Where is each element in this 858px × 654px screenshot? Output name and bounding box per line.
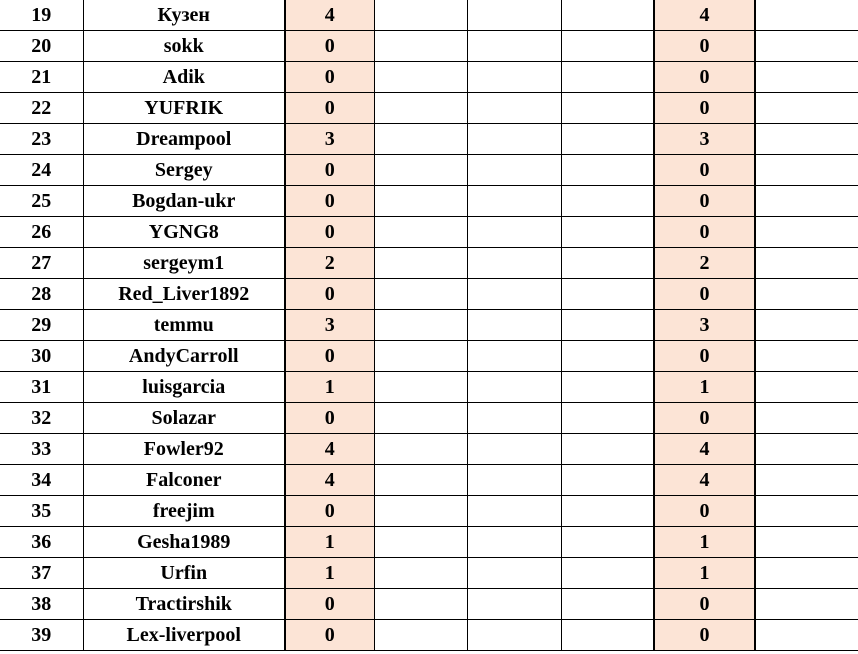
empty-cell[interactable]	[467, 434, 561, 465]
empty-cell[interactable]	[755, 434, 858, 465]
empty-cell[interactable]	[467, 124, 561, 155]
score-cell[interactable]: 0	[285, 403, 374, 434]
table-row	[0, 0, 858, 31]
table-row	[0, 527, 858, 558]
empty-cell[interactable]	[561, 558, 654, 589]
empty-cell[interactable]	[467, 527, 561, 558]
empty-cell[interactable]	[467, 558, 561, 589]
empty-cell[interactable]	[467, 279, 561, 310]
empty-cell[interactable]	[561, 186, 654, 217]
empty-cell[interactable]	[561, 248, 654, 279]
row-number-cell[interactable]: 22	[0, 93, 83, 124]
player-name-cell[interactable]: Fowler92	[83, 434, 285, 465]
row-number-cell[interactable]: 23	[0, 124, 83, 155]
empty-cell[interactable]	[374, 248, 467, 279]
score-cell[interactable]: 0	[285, 93, 374, 124]
empty-cell[interactable]	[374, 558, 467, 589]
table-row	[0, 248, 858, 279]
empty-cell[interactable]	[374, 341, 467, 372]
score-cell[interactable]: 4	[285, 465, 374, 496]
total-cell[interactable]: 4	[654, 434, 755, 465]
empty-cell[interactable]	[374, 155, 467, 186]
row-number-cell[interactable]: 24	[0, 155, 83, 186]
score-cell[interactable]: 1	[285, 558, 374, 589]
total-cell[interactable]: 3	[654, 310, 755, 341]
score-cell[interactable]: 0	[285, 589, 374, 620]
total-cell[interactable]: 0	[654, 341, 755, 372]
total-cell[interactable]: 0	[654, 496, 755, 527]
score-cell[interactable]: 2	[285, 248, 374, 279]
table-row	[0, 620, 858, 651]
empty-cell[interactable]	[755, 558, 858, 589]
table-row	[0, 93, 858, 124]
row-number-cell[interactable]: 32	[0, 403, 83, 434]
row-number-cell[interactable]: 28	[0, 279, 83, 310]
empty-cell[interactable]	[755, 620, 858, 651]
player-name-cell[interactable]: freejim	[83, 496, 285, 527]
table-row	[0, 310, 858, 341]
empty-cell[interactable]	[755, 279, 858, 310]
player-name-cell[interactable]: YUFRIK	[83, 93, 285, 124]
empty-cell[interactable]	[374, 620, 467, 651]
score-cell[interactable]: 0	[285, 496, 374, 527]
empty-cell[interactable]	[467, 310, 561, 341]
score-cell[interactable]: 0	[285, 186, 374, 217]
row-number-cell[interactable]: 19	[0, 0, 83, 31]
score-cell[interactable]: 3	[285, 124, 374, 155]
empty-cell[interactable]	[467, 217, 561, 248]
empty-cell[interactable]	[467, 248, 561, 279]
player-name-cell[interactable]: Кузен	[83, 0, 285, 31]
player-name-cell[interactable]: luisgarcia	[83, 372, 285, 403]
score-cell[interactable]: 0	[285, 31, 374, 62]
empty-cell[interactable]	[755, 0, 858, 31]
score-cell[interactable]: 1	[285, 527, 374, 558]
player-name-cell[interactable]: Red_Liver1892	[83, 279, 285, 310]
empty-cell[interactable]	[561, 527, 654, 558]
empty-cell[interactable]	[755, 31, 858, 62]
total-cell[interactable]: 1	[654, 372, 755, 403]
table-row	[0, 186, 858, 217]
total-cell[interactable]: 0	[654, 589, 755, 620]
score-cell[interactable]: 0	[285, 155, 374, 186]
player-name-cell[interactable]: Gesha1989	[83, 527, 285, 558]
empty-cell[interactable]	[561, 279, 654, 310]
player-name-cell[interactable]: sergeym1	[83, 248, 285, 279]
player-name-cell[interactable]: Tractirshik	[83, 589, 285, 620]
empty-cell[interactable]	[561, 589, 654, 620]
empty-cell[interactable]	[467, 465, 561, 496]
player-name-cell[interactable]: Lex-liverpool	[83, 620, 285, 651]
empty-cell[interactable]	[467, 93, 561, 124]
empty-cell[interactable]	[561, 155, 654, 186]
total-cell[interactable]: 0	[654, 620, 755, 651]
empty-cell[interactable]	[467, 620, 561, 651]
empty-cell[interactable]	[561, 620, 654, 651]
empty-cell[interactable]	[755, 217, 858, 248]
total-cell[interactable]: 4	[654, 0, 755, 31]
empty-cell[interactable]	[755, 372, 858, 403]
empty-cell[interactable]	[467, 155, 561, 186]
empty-cell[interactable]	[374, 310, 467, 341]
empty-cell[interactable]	[374, 589, 467, 620]
empty-cell[interactable]	[561, 372, 654, 403]
row-number-cell[interactable]: 29	[0, 310, 83, 341]
table-row	[0, 31, 858, 62]
empty-cell[interactable]	[467, 31, 561, 62]
empty-cell[interactable]	[561, 465, 654, 496]
empty-cell[interactable]	[467, 62, 561, 93]
empty-cell[interactable]	[755, 403, 858, 434]
total-cell[interactable]: 0	[654, 93, 755, 124]
empty-cell[interactable]	[561, 124, 654, 155]
row-number-cell[interactable]: 35	[0, 496, 83, 527]
player-name-cell[interactable]: Dreampool	[83, 124, 285, 155]
score-cell[interactable]: 1	[285, 372, 374, 403]
empty-cell[interactable]	[561, 0, 654, 31]
row-number-cell[interactable]: 38	[0, 589, 83, 620]
row-number-cell[interactable]: 25	[0, 186, 83, 217]
table-row	[0, 155, 858, 186]
total-cell[interactable]: 0	[654, 62, 755, 93]
row-number-cell[interactable]: 21	[0, 62, 83, 93]
row-number-cell[interactable]: 26	[0, 217, 83, 248]
total-cell[interactable]: 3	[654, 124, 755, 155]
empty-cell[interactable]	[561, 217, 654, 248]
score-cell[interactable]: 4	[285, 434, 374, 465]
empty-cell[interactable]	[374, 527, 467, 558]
empty-cell[interactable]	[755, 186, 858, 217]
player-name-cell[interactable]: Urfin	[83, 558, 285, 589]
empty-cell[interactable]	[374, 62, 467, 93]
total-cell[interactable]: 1	[654, 558, 755, 589]
player-name-cell[interactable]: YGNG8	[83, 217, 285, 248]
empty-cell[interactable]	[755, 341, 858, 372]
table-row	[0, 434, 858, 465]
table-row	[0, 124, 858, 155]
empty-cell[interactable]	[755, 310, 858, 341]
row-number-cell[interactable]: 34	[0, 465, 83, 496]
empty-cell[interactable]	[467, 589, 561, 620]
empty-cell[interactable]	[374, 31, 467, 62]
player-name-cell[interactable]: Sergey	[83, 155, 285, 186]
player-name-cell[interactable]: Bogdan-ukr	[83, 186, 285, 217]
score-cell[interactable]: 0	[285, 341, 374, 372]
row-number-cell[interactable]: 20	[0, 31, 83, 62]
total-cell[interactable]: 0	[654, 155, 755, 186]
player-name-cell[interactable]: Adik	[83, 62, 285, 93]
empty-cell[interactable]	[467, 186, 561, 217]
empty-cell[interactable]	[561, 434, 654, 465]
empty-cell[interactable]	[561, 403, 654, 434]
player-name-cell[interactable]: sokk	[83, 31, 285, 62]
empty-cell[interactable]	[467, 341, 561, 372]
total-cell[interactable]: 1	[654, 527, 755, 558]
empty-cell[interactable]	[755, 93, 858, 124]
table-row	[0, 403, 858, 434]
player-name-cell[interactable]: Solazar	[83, 403, 285, 434]
empty-cell[interactable]	[755, 248, 858, 279]
player-name-cell[interactable]: temmu	[83, 310, 285, 341]
empty-cell[interactable]	[755, 527, 858, 558]
total-cell[interactable]: 2	[654, 248, 755, 279]
score-cell[interactable]: 0	[285, 620, 374, 651]
table-row	[0, 496, 858, 527]
table-row	[0, 279, 858, 310]
empty-cell[interactable]	[755, 124, 858, 155]
empty-cell[interactable]	[374, 186, 467, 217]
empty-cell[interactable]	[755, 496, 858, 527]
empty-cell[interactable]	[561, 341, 654, 372]
empty-cell[interactable]	[561, 31, 654, 62]
empty-cell[interactable]	[561, 62, 654, 93]
total-cell[interactable]: 0	[654, 186, 755, 217]
empty-cell[interactable]	[467, 496, 561, 527]
row-number-cell[interactable]: 31	[0, 372, 83, 403]
player-name-cell[interactable]: Falconer	[83, 465, 285, 496]
empty-cell[interactable]	[561, 310, 654, 341]
empty-cell[interactable]	[467, 403, 561, 434]
empty-cell[interactable]	[374, 93, 467, 124]
empty-cell[interactable]	[374, 124, 467, 155]
score-cell[interactable]: 0	[285, 279, 374, 310]
player-name-cell[interactable]: AndyCarroll	[83, 341, 285, 372]
empty-cell[interactable]	[374, 403, 467, 434]
empty-cell[interactable]	[467, 0, 561, 31]
table-row	[0, 217, 858, 248]
score-cell[interactable]: 0	[285, 62, 374, 93]
table-row	[0, 341, 858, 372]
table-row	[0, 62, 858, 93]
empty-cell[interactable]	[374, 279, 467, 310]
total-cell[interactable]: 4	[654, 465, 755, 496]
empty-cell[interactable]	[755, 589, 858, 620]
table-row	[0, 465, 858, 496]
row-number-cell[interactable]: 36	[0, 527, 83, 558]
row-number-cell[interactable]: 37	[0, 558, 83, 589]
empty-cell[interactable]	[467, 372, 561, 403]
empty-cell[interactable]	[374, 434, 467, 465]
score-cell[interactable]: 4	[285, 0, 374, 31]
empty-cell[interactable]	[561, 496, 654, 527]
empty-cell[interactable]	[374, 496, 467, 527]
row-number-cell[interactable]: 30	[0, 341, 83, 372]
table-row	[0, 372, 858, 403]
score-cell[interactable]: 3	[285, 310, 374, 341]
total-cell[interactable]: 0	[654, 279, 755, 310]
score-cell[interactable]: 0	[285, 217, 374, 248]
empty-cell[interactable]	[374, 0, 467, 31]
row-number-cell[interactable]: 27	[0, 248, 83, 279]
empty-cell[interactable]	[374, 372, 467, 403]
empty-cell[interactable]	[374, 217, 467, 248]
empty-cell[interactable]	[755, 155, 858, 186]
row-number-cell[interactable]: 33	[0, 434, 83, 465]
empty-cell[interactable]	[755, 62, 858, 93]
table-row	[0, 589, 858, 620]
empty-cell[interactable]	[755, 465, 858, 496]
total-cell[interactable]: 0	[654, 31, 755, 62]
total-cell[interactable]: 0	[654, 217, 755, 248]
empty-cell[interactable]	[561, 93, 654, 124]
row-number-cell[interactable]: 39	[0, 620, 83, 651]
total-cell[interactable]: 0	[654, 403, 755, 434]
table-row	[0, 558, 858, 589]
empty-cell[interactable]	[374, 465, 467, 496]
